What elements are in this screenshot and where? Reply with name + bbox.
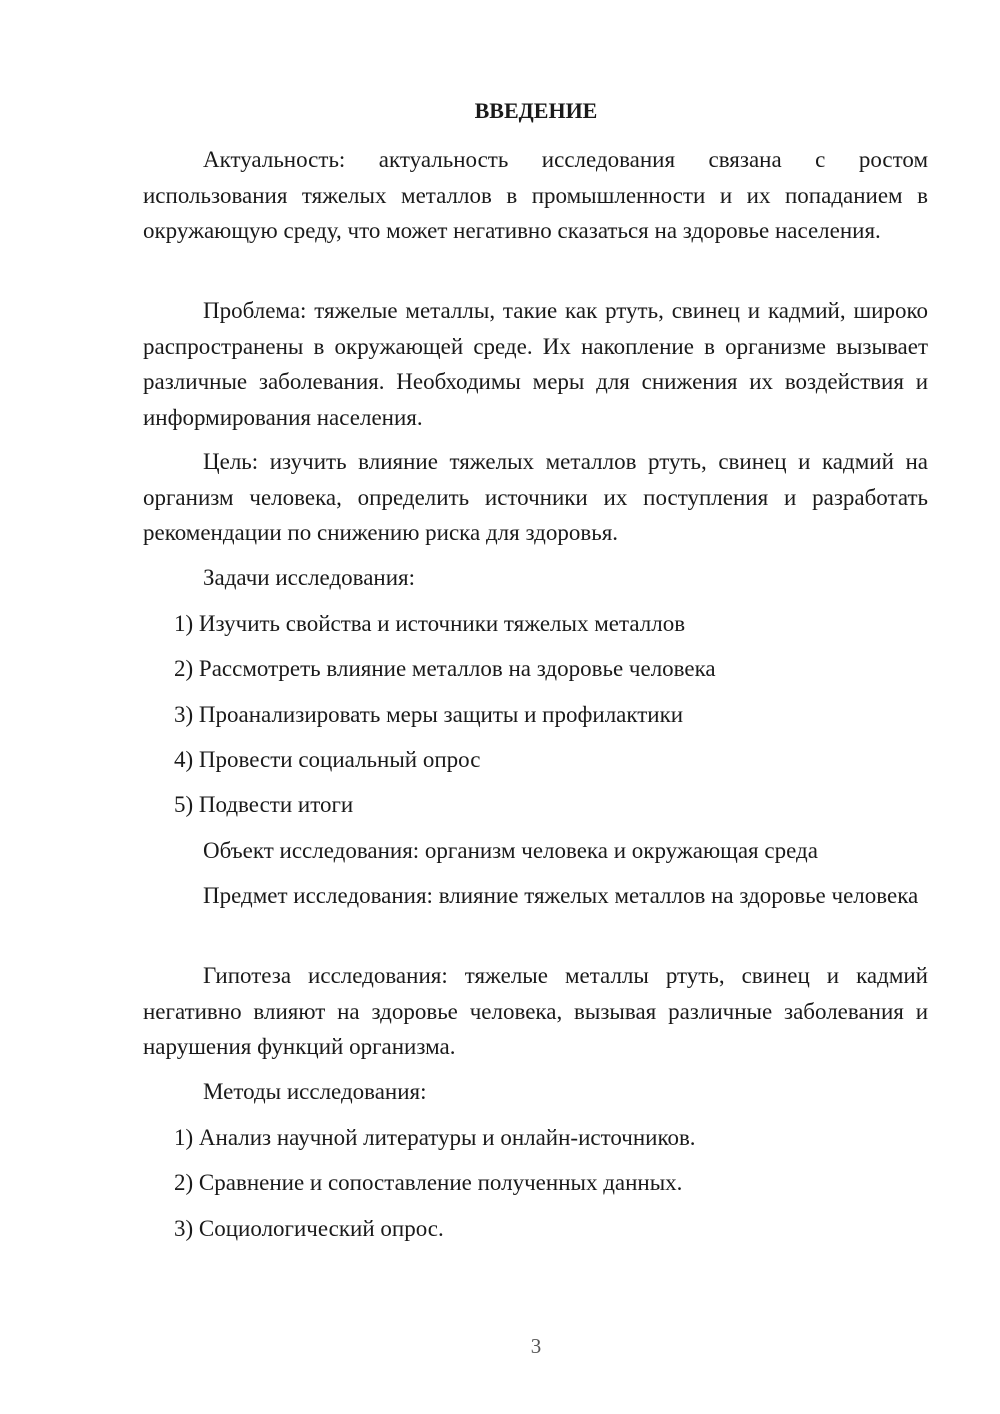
task-item: 5) Подвести итоги bbox=[174, 792, 354, 817]
task-item: 2) Рассмотреть влияние металлов на здоровье человека bbox=[174, 656, 716, 681]
hypothesis-paragraph: Гипотеза исследования: тяжелые металлы ртуть, свинец и кадмий негативно влияют на здоровье человека, вызывая различные заболевания и нарушения функций организма. bbox=[143, 963, 928, 1059]
task-item: 3) Проанализировать меры защиты и профилактики bbox=[174, 702, 684, 727]
tasks-heading: Задачи исследования: bbox=[203, 565, 416, 590]
page-number: 3 bbox=[530, 1334, 542, 1358]
subject-paragraph: Предмет исследования: влияние тяжелых металлов на здоровье человека bbox=[203, 883, 919, 908]
section-heading: ВВЕДЕНИЕ bbox=[474, 98, 598, 123]
method-item: 1) Анализ научной литературы и онлайн-источников. bbox=[174, 1125, 696, 1150]
methods-heading: Методы исследования: bbox=[203, 1079, 427, 1104]
method-item: 2) Сравнение и сопоставление полученных данных. bbox=[174, 1170, 683, 1195]
task-item: 4) Провести социальный опрос bbox=[174, 747, 481, 772]
goal-paragraph: Цель: изучить влияние тяжелых металлов ртуть, свинец и кадмий на организм человека, определить источники их поступления и разработать рекомендации по снижению риска для здоровья. bbox=[143, 449, 928, 545]
problem-paragraph: Проблема: тяжелые металлы, такие как ртуть, свинец и кадмий, широко распространены в окружающей среде. Их накопление в организме вызывает различные заболевания. Необходимы меры для снижения их воздействия и информирования населения. bbox=[143, 298, 928, 430]
task-item: 1) Изучить свойства и источники тяжелых металлов bbox=[174, 611, 686, 636]
method-item: 3) Социологический опрос. bbox=[174, 1216, 444, 1241]
object-line: Объект исследования: организм человека и окружающая среда bbox=[203, 838, 818, 863]
relevance-paragraph: Актуальность: актуальность исследования связана с ростом использования тяжелых металлов в промышленности и их попаданием в окружающую среду, что может негативно сказаться на здоровье населения. bbox=[143, 147, 928, 243]
